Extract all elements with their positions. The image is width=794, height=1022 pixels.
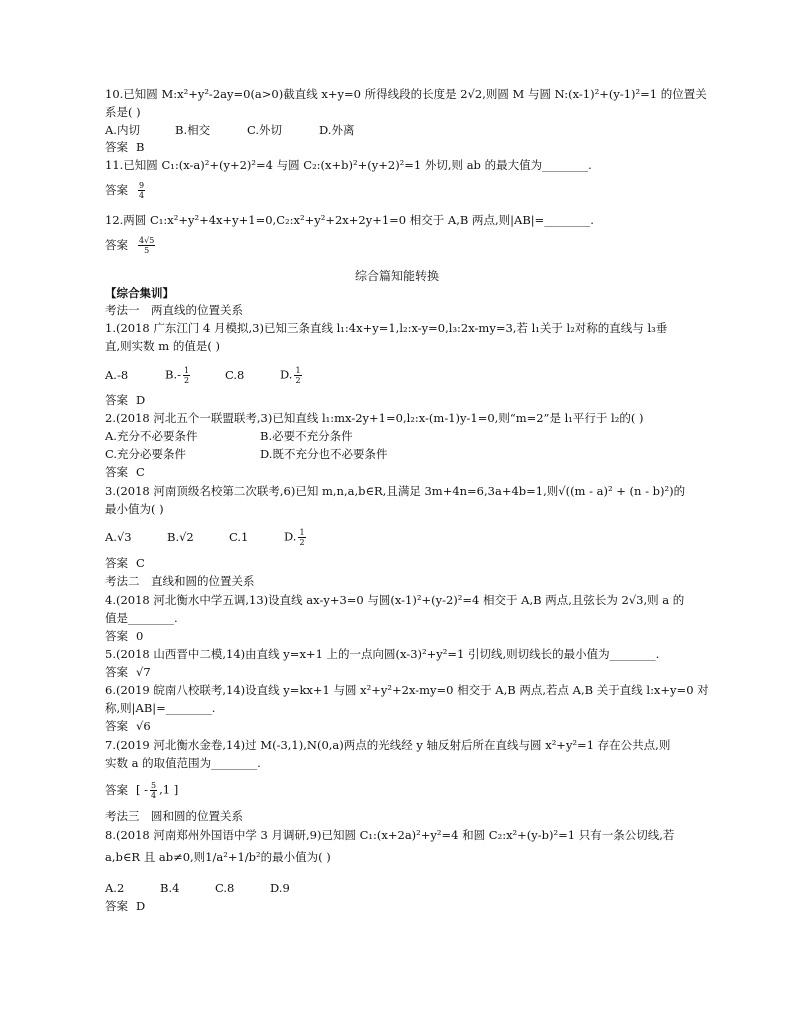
fraction-numerator: 1	[184, 366, 190, 375]
q10-answer	[105, 139, 144, 155]
fraction-numerator: 1	[295, 366, 301, 375]
q1-option-c: C.8	[225, 367, 245, 382]
q3-answer	[105, 555, 145, 571]
option-label: B.-	[165, 367, 181, 382]
answer-label: 答案	[105, 629, 128, 643]
answer-value: C	[136, 556, 145, 570]
fraction-denominator: 2	[299, 538, 305, 547]
fraction-numerator: 5	[151, 781, 157, 790]
q10-option-d: D.外离	[319, 123, 355, 137]
q2-option-a: A.充分不必要条件	[105, 429, 198, 443]
q2-answer	[105, 464, 145, 480]
q7-answer	[105, 781, 178, 800]
q1-options	[105, 366, 304, 385]
answer-label: 答案	[105, 556, 128, 570]
q3-line-2: 最小值为( )	[105, 502, 164, 516]
fraction-denominator: 4	[151, 791, 157, 800]
answer-label: 答案	[105, 140, 128, 154]
section-title: 综合篇知能转换	[354, 269, 439, 283]
q11-answer	[105, 181, 147, 200]
q7-line-1: 7.(2019 河北衡水金卷,14)过 M(-3,1),N(0,a)两点的光线经 y 轴反射后所在直线与圆 x²+y²=1 存在公共点,则	[105, 738, 671, 752]
q6-line-1: 6.(2019 皖南八校联考,14)设直线 y=kx+1 与圆 x²+y²+2x-my=0 相交于 A,B 两点,若点 A,B 关于直线 l:x+y=0 对	[105, 683, 709, 697]
interval-close: ,1 ]	[159, 782, 179, 797]
q8-option-b: B.4	[160, 881, 180, 895]
q4-line-1: 4.(2018 河北衡水中学五调,13)设直线 ax-y+3=0 与圆(x-1)²+(y-2)²=4 相交于 A,B 两点,且弦长为 2√3,则 a 的	[105, 593, 685, 607]
q1-option-d	[280, 366, 304, 385]
q4-answer	[105, 628, 143, 644]
method-2-title: 考法二 直线和圆的位置关系	[105, 574, 255, 588]
fraction-denominator: 2	[295, 376, 301, 385]
q10-line-2: 系是( )	[105, 105, 141, 119]
q8-options	[105, 880, 290, 896]
answer-fraction	[138, 181, 145, 200]
option-label: D.	[284, 529, 297, 544]
q1-option-a: A.-8	[105, 367, 129, 382]
answer-value: √6	[136, 719, 151, 733]
answer-value: D	[136, 393, 146, 407]
answer-value: D	[136, 899, 146, 913]
interval-open: [ -	[136, 782, 149, 797]
q8-answer	[105, 898, 145, 914]
answer-label: 答案	[105, 899, 128, 913]
q10-line-1: 10.已知圆 M:x²+y²-2ay=0(a>0)截直线 x+y=0 所得线段的长度是 2√2,则圆 M 与圆 N:(x-1)²+(y-1)²=1 的位置关	[105, 87, 707, 101]
fraction-numerator: 9	[139, 181, 145, 190]
q1-option-b	[165, 366, 225, 385]
fraction-denominator: 4	[139, 191, 145, 200]
q12-answer	[105, 236, 157, 255]
q3-option-c: C.1	[229, 529, 249, 544]
q6-line-2: 称,则|AB|=________.	[105, 701, 216, 715]
q3-option-b: B.√2	[167, 529, 194, 544]
answer-label: 答案	[105, 182, 128, 197]
fraction-numerator: 1	[299, 528, 305, 537]
answer-label: 答案	[105, 719, 128, 733]
group-title: 【综合集训】	[105, 286, 174, 300]
q5-line-1: 5.(2018 山西晋中二模,14)由直线 y=x+1 上的一点向圆(x-3)²+y²=1 引切线,则切线长的最小值为________.	[105, 647, 660, 661]
q1-line-1: 1.(2018 广东江门 4 月模拟,3)已知三条直线 l₁:4x+y=1,l₂:x-y=0,l₃:2x-my=3,若 l₁关于 l₂对称的直线与 l₃垂	[105, 321, 668, 335]
q10-option-a: A.内切	[105, 123, 140, 137]
q10-option-b: B.相交	[175, 123, 211, 137]
q3-option-d	[284, 528, 308, 547]
fraction-denominator: 2	[184, 376, 190, 385]
q6-answer	[105, 718, 151, 734]
option-fraction	[298, 528, 305, 547]
answer-label: 答案	[105, 465, 128, 479]
q2-option-b: B.必要不充分条件	[260, 429, 353, 443]
q10-option-c: C.外切	[247, 123, 283, 137]
option-label: D.	[280, 367, 293, 382]
q2-options-row-1	[105, 428, 353, 444]
answer-label: 答案	[105, 393, 128, 407]
answer-label: 答案	[105, 665, 128, 679]
answer-value: C	[136, 465, 145, 479]
q10-options	[105, 122, 354, 138]
q2-options-row-2	[105, 446, 387, 462]
option-fraction	[183, 366, 190, 385]
answer-label: 答案	[105, 237, 128, 252]
answer-label: 答案	[105, 782, 128, 797]
q3-line-1: 3.(2018 河南顶级名校第二次联考,6)已知 m,n,a,b∈R,且满足 3m+4n=6,3a+4b=1,则√((m - a)² + (n - b)²)的	[105, 484, 686, 498]
q8-option-d: D.9	[270, 881, 290, 895]
q2-option-d: D.既不充分也不必要条件	[260, 447, 388, 461]
q8-line-2: a,b∈R 且 ab≠0,则1/a²+1/b²的最小值为( )	[105, 850, 331, 864]
fraction-denominator: 5	[144, 246, 150, 255]
answer-value: 0	[136, 629, 144, 643]
q1-answer	[105, 392, 145, 408]
q8-option-a: A.2	[105, 881, 125, 895]
q7-line-2: 实数 a 的取值范围为________.	[105, 756, 261, 770]
q3-options	[105, 528, 308, 547]
q5-answer	[105, 664, 151, 680]
q8-line-1: 8.(2018 河南郑州外国语中学 3 月调研,9)已知圆 C₁:(x+2a)²+y²=4 和圆 C₂:x²+(y-b)²=1 只有一条公切线,若	[105, 828, 675, 842]
q12-text: 12.两圆 C₁:x²+y²+4x+y+1=0,C₂:x²+y²+2x+2y+1=0 相交于 A,B 两点,则|AB|=________.	[105, 213, 594, 227]
fraction-numerator: 4√5	[139, 236, 155, 245]
q3-option-a: A.√3	[105, 529, 132, 544]
q1-line-2: 直,则实数 m 的值是( )	[105, 339, 220, 353]
q11-text: 11.已知圆 C₁:(x-a)²+(y+2)²=4 与圆 C₂:(x+b)²+(y+2)²=1 外切,则 ab 的最大值为________.	[105, 158, 592, 172]
method-3-title: 考法三 圆和圆的位置关系	[105, 809, 243, 823]
answer-value: √7	[136, 665, 151, 679]
method-1-title: 考法一 两直线的位置关系	[105, 303, 243, 317]
option-fraction	[294, 366, 301, 385]
q2-line-1: 2.(2018 河北五个一联盟联考,3)已知直线 l₁:mx-2y+1=0,l₂:x-(m-1)y-1=0,则“m=2”是 l₁平行于 l₂的( )	[105, 411, 644, 425]
q4-line-2: 值是________.	[105, 611, 178, 625]
q2-option-c: C.充分必要条件	[105, 447, 187, 461]
q8-option-c: C.8	[215, 881, 235, 895]
answer-fraction	[150, 781, 157, 800]
answer-value: B	[136, 140, 145, 154]
answer-fraction	[138, 236, 155, 255]
